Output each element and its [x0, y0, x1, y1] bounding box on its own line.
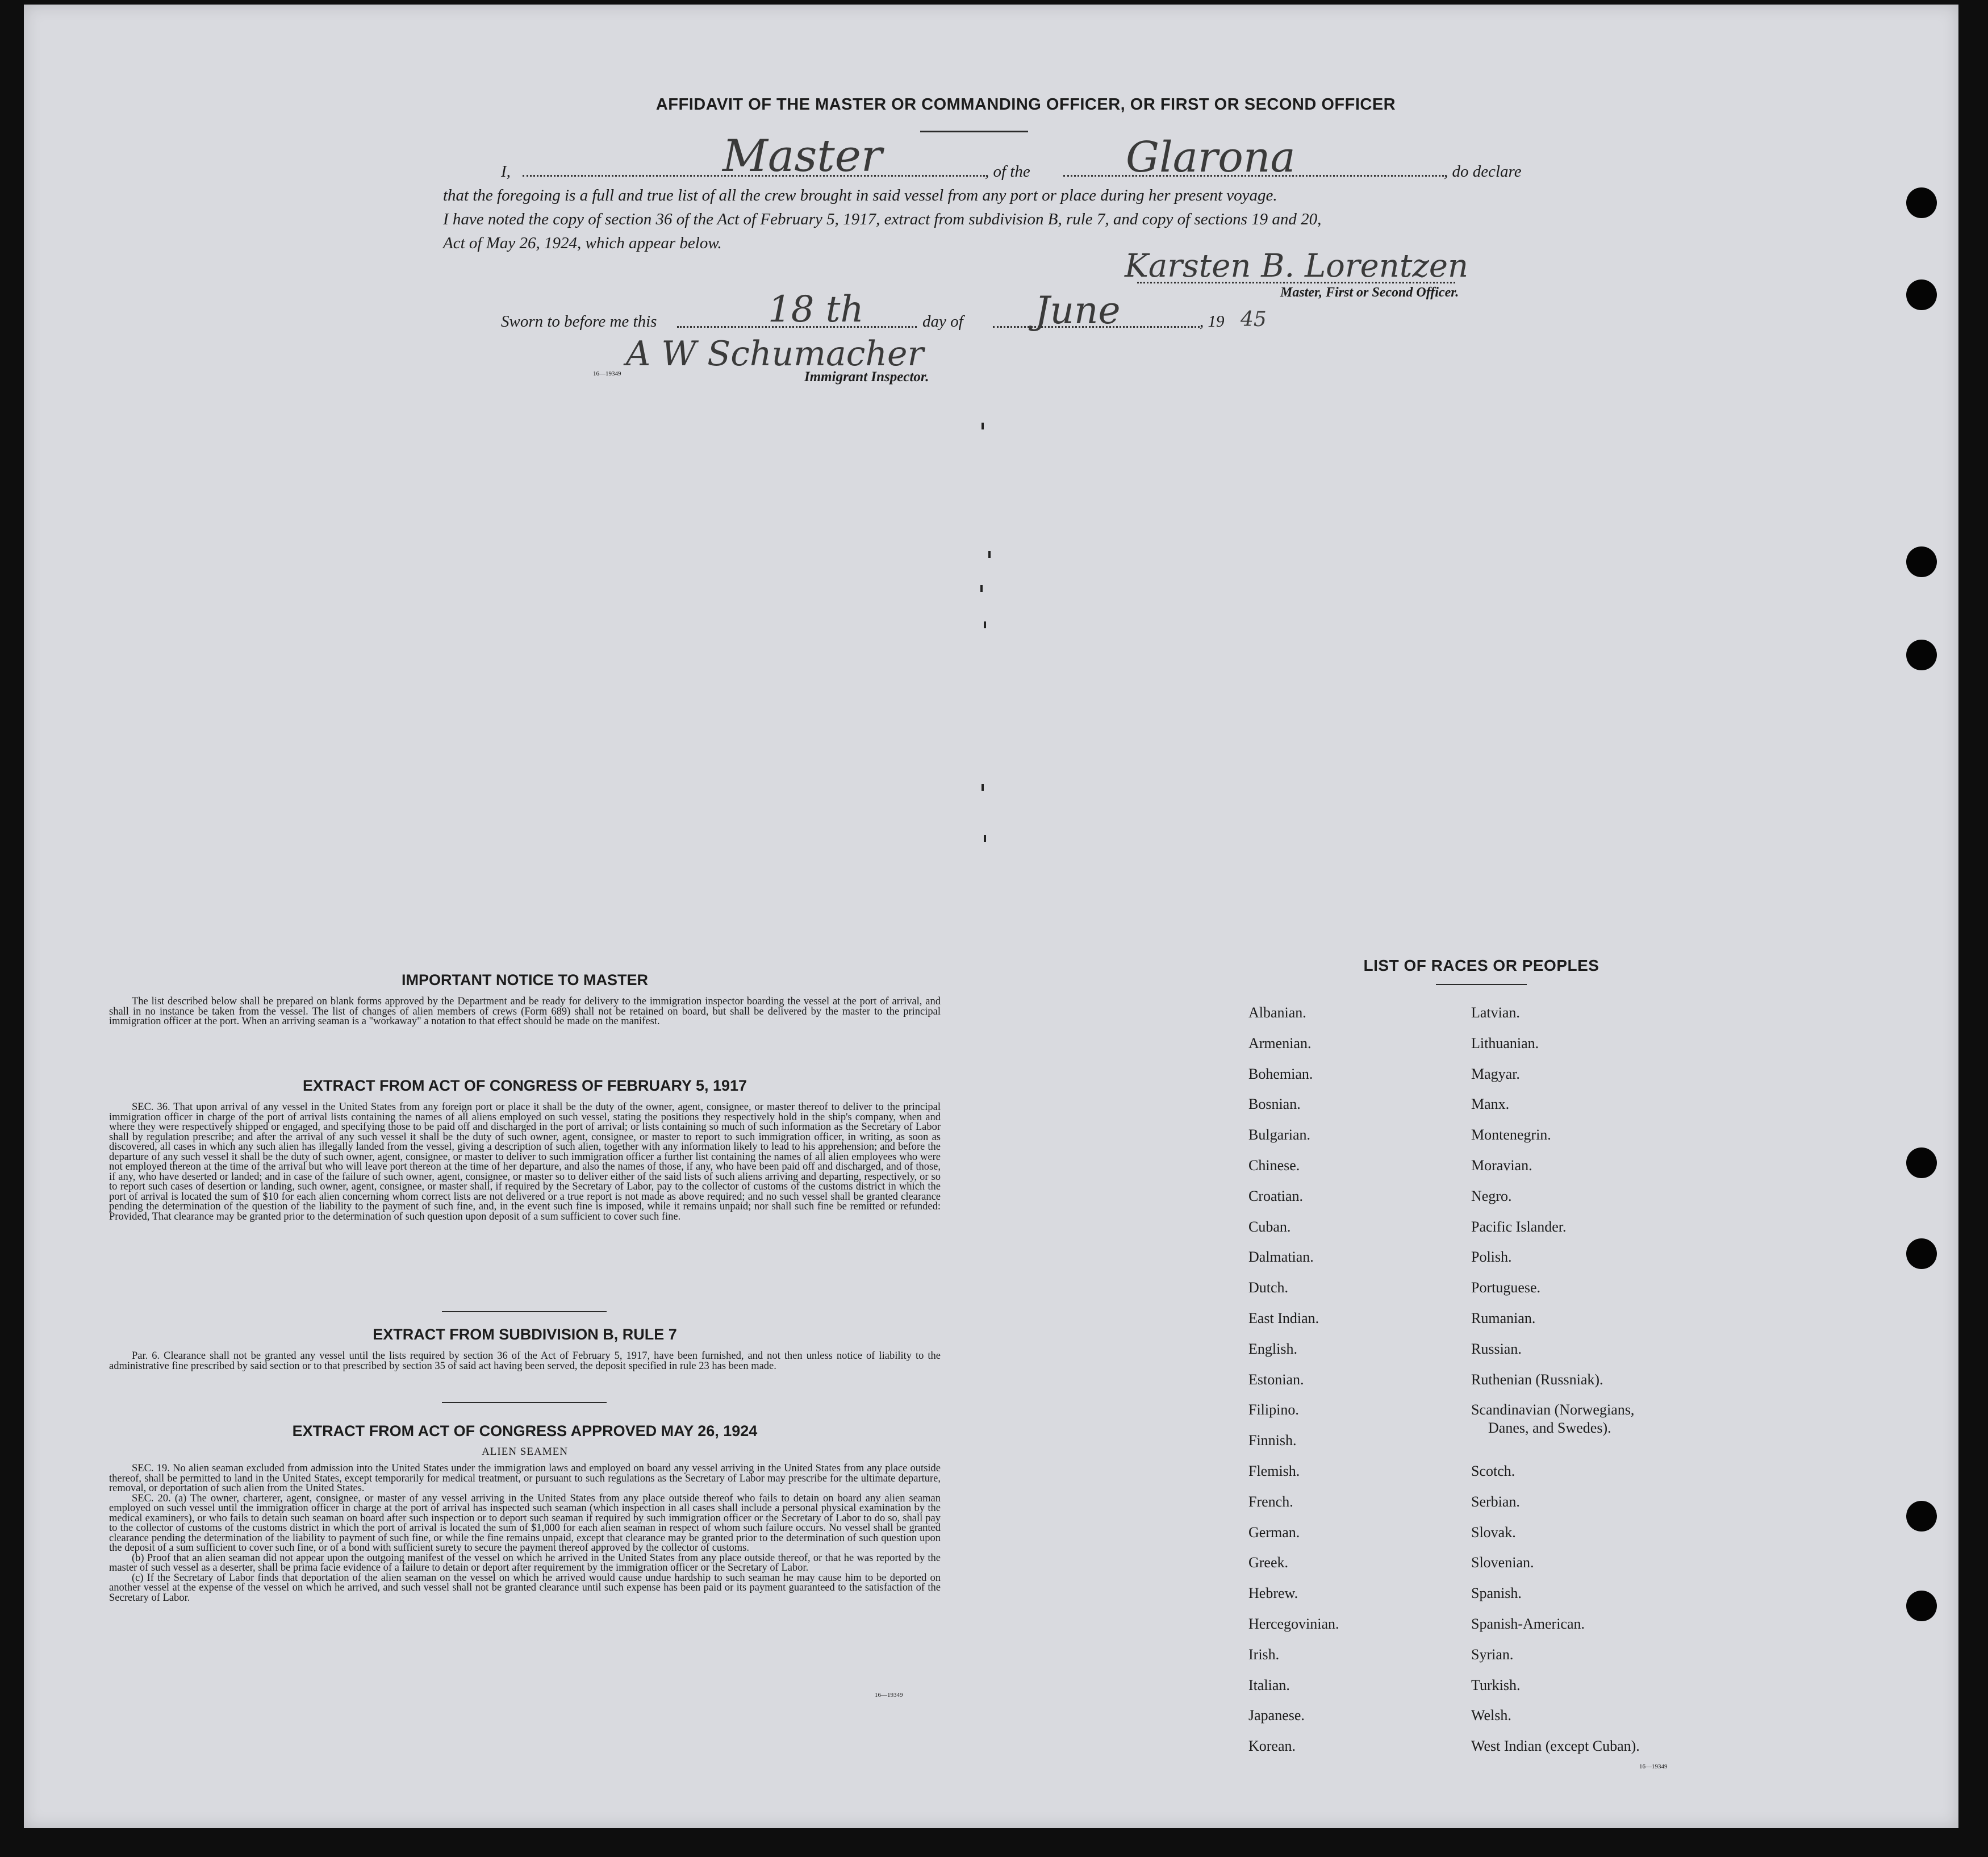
fold-mark	[988, 551, 991, 558]
day-handwritten: 18 th	[768, 289, 864, 331]
races-rule	[1436, 984, 1527, 985]
extract-1917-section	[109, 1077, 941, 1222]
sec20c-text: (c) If the Secretary of Labor finds that deportation of the alien seaman on the vessel on which he arrived would cause undue hardship to such seaman he may cause him to be deported on another vessel at the expense of the vessel on which he arrived, and such vessel shall not be granted clearance until such expense has been paid or its payment guaranteed to the satisfaction of the Secretary of Labor.	[109, 1572, 941, 1604]
race-item: Danes, and Swedes).	[1488, 1420, 1611, 1436]
race-item: Dutch.	[1248, 1279, 1289, 1296]
race-item: Rumanian.	[1471, 1310, 1536, 1326]
extract-rule7-section	[109, 1326, 941, 1371]
race-item: Lithuanian.	[1471, 1035, 1539, 1051]
extract-1924-subtitle: ALIEN SEAMEN	[482, 1446, 568, 1458]
race-item: Bohemian.	[1248, 1066, 1313, 1082]
race-item: East Indian.	[1248, 1310, 1319, 1326]
race-item: Serbian.	[1471, 1493, 1520, 1510]
name-handwritten: Master	[722, 131, 883, 182]
race-item: Chinese.	[1248, 1157, 1300, 1174]
race-item: Magyar.	[1471, 1066, 1520, 1082]
race-item: Moravian.	[1471, 1157, 1532, 1174]
race-item: Filipino.	[1248, 1401, 1299, 1418]
race-item: Finnish.	[1248, 1432, 1297, 1449]
extract-rule7-title: EXTRACT FROM SUBDIVISION B, RULE 7	[373, 1326, 677, 1343]
affidavit-title: AFFIDAVIT OF THE MASTER OR COMMANDING OFFICER, OR FIRST OR SECOND OFFICER	[655, 95, 1396, 114]
race-item: Russian.	[1471, 1341, 1522, 1357]
race-item: Montenegrin.	[1471, 1126, 1551, 1143]
extract-1924-title: EXTRACT FROM ACT OF CONGRESS APPROVED MAY 26, 1924	[292, 1422, 758, 1439]
form-number-top: 16—19349	[593, 370, 621, 377]
race-item: Slovenian.	[1471, 1554, 1534, 1571]
race-item: Irish.	[1248, 1646, 1280, 1663]
race-item: Korean.	[1248, 1738, 1296, 1754]
binder-hole	[1906, 640, 1937, 670]
extract-1917-text-block	[109, 1103, 941, 1222]
race-item: Syrian.	[1471, 1646, 1514, 1663]
binder-hole	[1906, 279, 1937, 310]
fold-mark	[982, 784, 984, 791]
race-item: Hercegovinian.	[1248, 1616, 1339, 1632]
race-item: Pacific Islander.	[1471, 1218, 1567, 1235]
signature-line	[1137, 282, 1455, 283]
year-prefix: , 19	[1200, 312, 1225, 331]
fold-mark	[984, 835, 986, 842]
race-item: Dalmatian.	[1248, 1249, 1314, 1265]
do-declare-label: , do declare	[1444, 162, 1522, 181]
race-item: English.	[1248, 1341, 1297, 1357]
extract-rule7-text: Par. 6. Clearance shall not be granted any vessel until the lists required by section 36 of the Act of February 5, 1917, have been furnished, and not then unless notice of liability to the administrative fine prescribed by said section or to that prescribed by section 35 of said act having been served, the deposit specified in rule 23 has been made.	[109, 1350, 941, 1372]
extract-1917-text: SEC. 36. That upon arrival of any vessel in the United States from any foreign port or place it shall be the duty of the owner, agent, consignee, or master thereof to deliver to the principal immigration officer in charge of the port of arrival lists containing the names of all aliens employed on such vessel, stating the positions they respectively hold in the ship's company, when and where they were respectively shipped or engaged, and specifying those to be paid off and discharged in the port of arrival; or lists containing so much of such information as the Secretary of Labor shall by regulation prescribe; and after the arrival of any such vessel it shall be the duty of such owner, agent, consignee, or master to report to such immigration officer, in writing, as soon as discovered, all cases in which any such alien has illegally landed from the vessel, giving a description of such alien, together with any information likely to lead to his apprehension; and before the departure of any such vessel it shall be the duty of such owner, agent, consignee, or master to deliver to such immigration officer a further list containing the names of all alien employees who were not employed thereon at the time of the arrival but who will leave port thereon at the time of her departure, and also the names of those, if any, who have been paid off and discharged, and of those, if any, who have deserted or landed; and in case of the failure of such owner, agent, consignee, or master so to deliver either of the said lists of such aliens arriving and departing, respectively, or so to report such cases of desertion or landing, such owner, agent, consignee, or master shall, if required by the Secretary of Labor, pay to the collector of customs of the customs district in which the port of arrival is located the sum of $10 for each alien concerning whom correct lists are not delivered or a true report is not made as above required; and no such vessel shall be granted clearance pending the determination of the question of the liability to the payment of such fine, and, in the event such fine is imposed, while it remains unpaid; nor shall such fine be remitted or refunded: Provided, That clearance may be granted prior to the determination of such question upon deposit of a sum sufficient to cover such fine.	[109, 1101, 941, 1222]
binder-hole	[1906, 1591, 1937, 1621]
sec20a-text: SEC. 20. (a) The owner, charterer, agent, consignee, or master of any vessel arriving in the United States from any place outside thereof who fails to detain on board any alien seaman employed on such vessel until the immigration officer in charge at the port of arrival has inspected such seaman (which inspection in all cases shall include a personal physical examination by the medical examiners), or who fails to detain such seaman on board after such inspection or to deport such seaman if required by such immigration officer or the Secretary of Labor to do so, shall pay to the collector of customs of the customs district in which the port of arrival is located the sum of $1,000 for each alien seaman in respect of whom such failure occurs. No vessel shall be granted clearance pending the determination of the liability to payment of such fine, or while the fine remains unpaid, except that clearance may be granted prior to the determination of such question upon the deposit of a sum sufficient to cover such fine, or of a bond with sufficient surety to secure the payment thereof approved by the collector of customs.	[109, 1492, 941, 1554]
document-page	[24, 5, 1958, 1828]
extract-1917-title: EXTRACT FROM ACT OF CONGRESS OF FEBRUARY 5, 1917	[302, 1077, 747, 1094]
section-rule	[442, 1402, 607, 1403]
extract-rule7-text-block	[109, 1351, 941, 1371]
i-label: I,	[501, 162, 511, 181]
race-item: German.	[1248, 1524, 1300, 1541]
inspector-caption: Immigrant Inspector.	[804, 369, 929, 385]
binder-hole	[1906, 187, 1937, 218]
title-rule	[920, 131, 1028, 132]
race-item: Croatian.	[1248, 1188, 1304, 1204]
month-handwritten: June	[1035, 289, 1121, 332]
affidavit-line3: I have noted the copy of section 36 of the Act of February 5, 1917, extract from subdivision B, rule 7, and copy of sections 19 and 20,	[443, 210, 1322, 228]
master-signature: Karsten B. Lorentzen	[1125, 248, 1469, 285]
notice-section	[109, 971, 941, 1027]
race-item: French.	[1248, 1493, 1293, 1510]
sec20b-text: (b) Proof that an alien seaman did not appear upon the outgoing manifest of the vessel on which he arrived in the United States from any place outside thereof, or that he was reported by the master of such vessel as a deserter, shall be prima facie evidence of a failure to detain or deport after requirement by the immigration officer or the Secretary of Labor.	[109, 1552, 941, 1574]
race-item: Latvian.	[1471, 1004, 1520, 1021]
binder-hole	[1906, 1501, 1937, 1531]
day-of-label: day of	[922, 312, 963, 331]
fold-mark	[984, 621, 986, 628]
extract-1924-section	[109, 1422, 941, 1603]
notice-text: The list described below shall be prepared on blank forms approved by the Department and be ready for delivery to the immigration inspector boarding the vessel at the port of arrival, and shall in no instance be taken from the vessel. The list of changes of alien members of crews (Form 689) shall not be retained on board, but shall be delivered by the master to the principal immigration officer at the port. When an arriving seaman is a "workaway" a notation to that effect should be made on the manifest.	[109, 996, 941, 1027]
of-the-label: , of the	[985, 162, 1030, 181]
signature-caption: Master, First or Second Officer.	[1280, 285, 1459, 300]
sworn-label: Sworn to before me this	[501, 312, 657, 331]
binder-hole	[1906, 546, 1937, 577]
race-item: Turkish.	[1471, 1677, 1521, 1693]
race-item: Flemish.	[1248, 1463, 1300, 1479]
races-title: LIST OF RACES OR PEOPLES	[1363, 957, 1599, 974]
fold-mark	[980, 585, 983, 592]
extract-1924-text-block	[109, 1464, 941, 1603]
race-item: Armenian.	[1248, 1035, 1312, 1051]
race-item: Italian.	[1248, 1677, 1290, 1693]
race-item: Ruthenian (Russniak).	[1471, 1371, 1603, 1388]
notice-title: IMPORTANT NOTICE TO MASTER	[402, 971, 648, 988]
race-item: Slovak.	[1471, 1524, 1516, 1541]
race-item: Manx.	[1471, 1096, 1510, 1112]
inspector-signature: A W Schumacher	[626, 334, 924, 374]
race-item: Spanish-American.	[1471, 1616, 1585, 1632]
race-item: Bulgarian.	[1248, 1126, 1311, 1143]
vessel-handwritten: Glarona	[1126, 133, 1296, 182]
race-item: Cuban.	[1248, 1218, 1291, 1235]
binder-hole	[1906, 1238, 1937, 1269]
race-item: Hebrew.	[1248, 1585, 1298, 1601]
race-item: West Indian (except Cuban).	[1471, 1738, 1640, 1754]
race-item: Polish.	[1471, 1249, 1512, 1265]
race-item: Portuguese.	[1471, 1279, 1541, 1296]
race-item: Negro.	[1471, 1188, 1512, 1204]
race-item: Welsh.	[1471, 1707, 1511, 1724]
race-item: Scandinavian (Norwegians,	[1471, 1401, 1635, 1418]
affidavit-line2: that the foregoing is a full and true list of all the crew brought in said vessel from any port or place during her present voyage.	[443, 186, 1277, 205]
form-number-left: 16—19349	[875, 1692, 903, 1699]
fold-mark	[982, 423, 984, 429]
section-rule	[442, 1311, 607, 1312]
sec19-text: SEC. 19. No alien seaman excluded from admission into the United States under the immigration laws and employed on board any vessel arriving in the United States from any place outside thereof, shall be permitted to land in the United States, except temporarily for medical treatment, or pursuant to such regulations as the Secretary of Labor may prescribe for the ultimate departure, removal, or deportation of such alien from the United States.	[109, 1463, 941, 1494]
race-item: Scotch.	[1471, 1463, 1515, 1479]
race-item: Bosnian.	[1248, 1096, 1301, 1112]
affidavit-line4: Act of May 26, 1924, which appear below.	[443, 234, 722, 252]
form-number-right: 16—19349	[1639, 1763, 1668, 1770]
race-item: Japanese.	[1248, 1707, 1305, 1724]
race-item: Albanian.	[1248, 1004, 1306, 1021]
race-item: Spanish.	[1471, 1585, 1522, 1601]
year-handwritten: 45	[1241, 308, 1267, 331]
binder-hole	[1906, 1147, 1937, 1178]
notice-text-block	[109, 997, 941, 1027]
race-item: Estonian.	[1248, 1371, 1304, 1388]
race-item: Greek.	[1248, 1554, 1289, 1571]
